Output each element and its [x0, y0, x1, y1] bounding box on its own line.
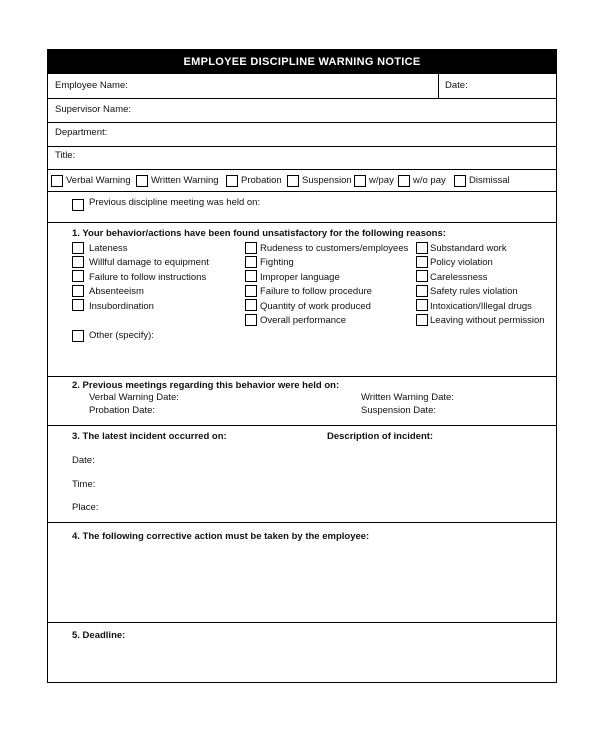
- form-title: EMPLOYEE DISCIPLINE WARNING NOTICE: [48, 50, 556, 74]
- suspension-checkbox[interactable]: [287, 175, 299, 187]
- dismissal-label: Dismissal: [469, 175, 510, 186]
- probation-date-label: Probation Date:: [89, 405, 156, 416]
- reason-fighting: Fighting: [260, 257, 294, 268]
- substandard-work-checkbox[interactable]: [416, 242, 428, 254]
- row-divider: [48, 98, 556, 99]
- department-label: Department:: [55, 127, 108, 138]
- section1-heading: 1. Your behavior/actions have been found unsatisfactory for the following reasons:: [72, 228, 446, 239]
- probation-checkbox[interactable]: [226, 175, 238, 187]
- section-divider: [48, 376, 556, 377]
- written-warning-label: Written Warning: [151, 175, 219, 186]
- reason-willful-damage: Willful damage to equipment: [89, 257, 209, 268]
- suspension-label: Suspension: [302, 175, 352, 186]
- date-label: Date:: [445, 80, 468, 91]
- written-warning-date-label: Written Warning Date:: [361, 392, 454, 403]
- reason-quantity-work: Quantity of work produced: [260, 301, 371, 312]
- safety-rules-checkbox[interactable]: [416, 285, 428, 297]
- incident-date-label: Date:: [72, 455, 95, 466]
- section4-heading: 4. The following corrective action must be taken by the employee:: [72, 531, 370, 542]
- improper-language-checkbox[interactable]: [245, 270, 257, 282]
- absenteeism-checkbox[interactable]: [72, 285, 84, 297]
- reason-substandard-work: Substandard work: [430, 243, 507, 254]
- reason-overall-performance: Overall performance: [260, 315, 347, 326]
- quantity-work-checkbox[interactable]: [245, 299, 257, 311]
- discipline-warning-form: [47, 49, 557, 683]
- dismissal-checkbox[interactable]: [454, 175, 466, 187]
- supervisor-name-label: Supervisor Name:: [55, 104, 132, 115]
- overall-performance-checkbox[interactable]: [245, 314, 257, 326]
- section-divider: [48, 622, 556, 623]
- other-checkbox[interactable]: [72, 330, 84, 342]
- reason-leaving-permission: Leaving without permission: [430, 315, 545, 326]
- row-divider: [48, 122, 556, 123]
- with-pay-label: w/pay: [369, 175, 394, 186]
- title-label: Title:: [55, 150, 76, 161]
- employee-name-label: Employee Name:: [55, 80, 128, 91]
- date-divider: [438, 74, 439, 98]
- intoxication-checkbox[interactable]: [416, 299, 428, 311]
- previous-meeting-checkbox[interactable]: [72, 199, 84, 211]
- verbal-warning-date-label: Verbal Warning Date:: [89, 392, 179, 403]
- section-divider: [48, 425, 556, 426]
- verbal-warning-label: Verbal Warning: [66, 175, 131, 186]
- without-pay-label: w/o pay: [413, 175, 446, 186]
- willful-damage-checkbox[interactable]: [72, 256, 84, 268]
- with-pay-checkbox[interactable]: [354, 175, 366, 187]
- incident-time-label: Time:: [72, 479, 96, 490]
- section3-heading: 3. The latest incident occurred on:: [72, 431, 227, 442]
- fighting-checkbox[interactable]: [245, 256, 257, 268]
- section-divider: [48, 522, 556, 523]
- reason-carelessness: Carelessness: [430, 272, 488, 283]
- carelessness-checkbox[interactable]: [416, 270, 428, 282]
- insubordination-checkbox[interactable]: [72, 299, 84, 311]
- row-divider: [48, 169, 556, 170]
- reason-safety-rules: Safety rules violation: [430, 286, 518, 297]
- row-divider: [48, 191, 556, 192]
- reason-improper-language: Improper language: [260, 272, 340, 283]
- leaving-permission-checkbox[interactable]: [416, 314, 428, 326]
- failure-instructions-checkbox[interactable]: [72, 270, 84, 282]
- section2-heading: 2. Previous meetings regarding this behavior were held on:: [72, 380, 340, 391]
- written-warning-checkbox[interactable]: [136, 175, 148, 187]
- reason-intoxication: Intoxication/Illegal drugs: [430, 301, 532, 312]
- row-divider: [48, 146, 556, 147]
- row-divider: [48, 222, 556, 223]
- reason-rudeness: Rudeness to customers/employees: [260, 243, 409, 254]
- incident-place-label: Place:: [72, 502, 99, 513]
- suspension-date-label: Suspension Date:: [361, 405, 436, 416]
- reason-failure-procedure: Failure to follow procedure: [260, 286, 372, 297]
- rudeness-checkbox[interactable]: [245, 242, 257, 254]
- reason-absenteeism: Absenteeism: [89, 286, 144, 297]
- previous-meeting-label: Previous discipline meeting was held on:: [89, 197, 261, 208]
- incident-description-label: Description of incident:: [327, 431, 434, 442]
- lateness-checkbox[interactable]: [72, 242, 84, 254]
- policy-violation-checkbox[interactable]: [416, 256, 428, 268]
- reason-lateness: Lateness: [89, 243, 128, 254]
- failure-procedure-checkbox[interactable]: [245, 285, 257, 297]
- other-specify-label: Other (specify):: [89, 330, 154, 341]
- verbal-warning-checkbox[interactable]: [51, 175, 63, 187]
- without-pay-checkbox[interactable]: [398, 175, 410, 187]
- reason-insubordination: Insubordination: [89, 301, 154, 312]
- probation-label: Probation: [241, 175, 282, 186]
- reason-policy-violation: Policy violation: [430, 257, 493, 268]
- section5-heading: 5. Deadline:: [72, 630, 126, 641]
- reason-failure-instructions: Failure to follow instructions: [89, 272, 207, 283]
